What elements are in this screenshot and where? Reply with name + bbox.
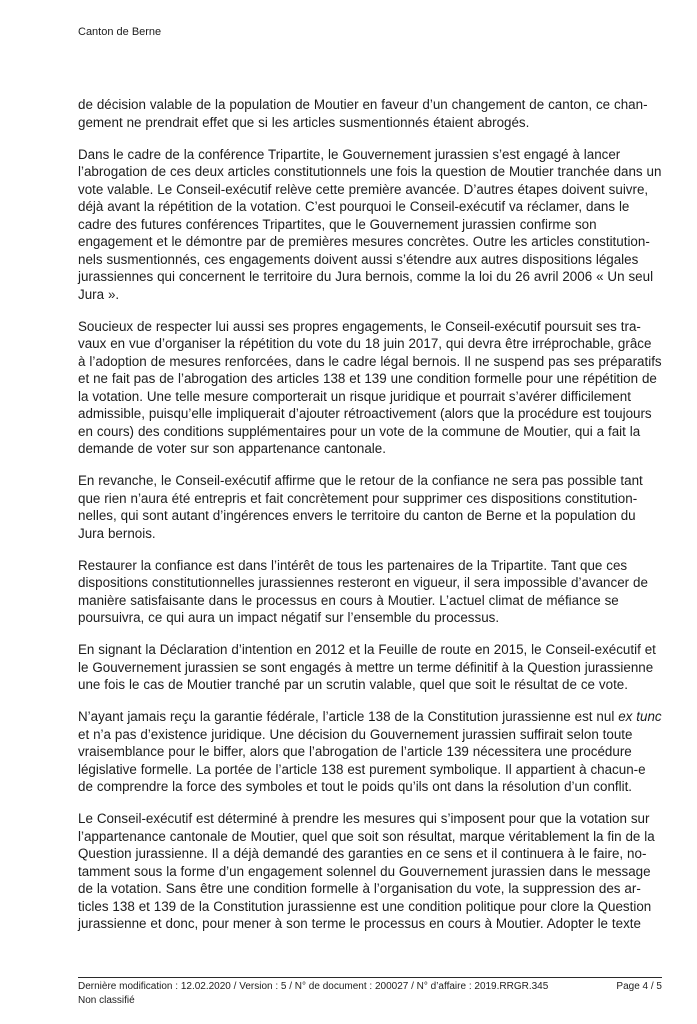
footer-metadata-block xyxy=(78,980,548,1007)
paragraph-7 xyxy=(78,708,662,796)
footer-divider xyxy=(78,977,662,978)
document-metadata: Dernière modification : 12.02.2020 / Version : 5 / N° de document : 200027 / N° d’affaire : 2019.RRGR.345 xyxy=(78,981,549,992)
paragraph-3: Soucieux de respecter lui aussi ses propres engagements, le Conseil-exécutif poursuit ses travaux en vue d’organiser la répétition du vote du 18 juin 2017, qui devra être irréprochable, grâce à l’adoption de mesures renforcées, dans le cadre légal bernois. Il ne suspend pas ses préparatifs et ne fait pas de l’abrogation des articles 138 et 139 une condition formelle pour une répétition de la votation. Une telle mesure comporterait un risque juridique et pourrait s’avérer difficilement admissible, puisqu’elle impliquerait d’ajouter rétroactivement (alors que la procédure est toujours en cours) des conditions supplémentaires pour un vote de la commune de Moutier, qui a fait la demande de voter sur son appartenance cantonale. xyxy=(78,318,662,456)
page-footer xyxy=(78,980,662,1007)
paragraph-4: En revanche, le Conseil-exécutif affirme que le retour de la confiance ne sera pas possible tant que rien n’aura été entrepris et fait concrètement pour supprimer ces dispositions constitutionnelles, qui sont autant d’ingérences envers le territoire du canton de Berne et la population du Jura bernois. xyxy=(78,473,643,541)
classification-label: Non classifié xyxy=(78,994,135,1006)
paragraph-1: de décision valable de la population de Moutier en faveur d’un changement de canton, ce changement ne prendrait effet que si les articles susmentionnés étaient abrogés. xyxy=(78,97,648,130)
paragraph-7-text: N’ayant jamais reçu la garantie fédérale, l’article 138 de la Constitution jurassienne est nul xyxy=(78,709,619,724)
paragraph-7-text-cont: et n’a pas d’existence juridique. Une décision du Gouvernement jurassien suffirait selon toute vraisemblance pour le biffer, alors que l’abrogation de l’article 139 nécessitera une procédure législative formelle. La portée de l’article 138 est purement symbolique. Il appartient à chacun-e de comprendre la force des symboles et tout le poids qu’ils ont dans la résolution d’un conflit. xyxy=(78,726,646,794)
latin-term-ex-tunc: ex tunc xyxy=(618,709,662,724)
canton-label: Canton de Berne xyxy=(78,26,162,38)
paragraph-5: Restaurer la confiance est dans l’intérêt de tous les partenaires de la Tripartite. Tant que ces dispositions constitutionnelles jurassiennes resteront en vigueur, il sera impossible d’avancer de manière satisfaisante dans le processus en cours à Moutier. L’actuel climat de méfiance se poursuivra, ce qui aura un impact négatif sur l’ensemble du processus. xyxy=(78,557,648,625)
page-header xyxy=(78,26,161,39)
page-number: Page 4 / 5 xyxy=(616,981,662,992)
document-body xyxy=(78,96,662,947)
paragraph-2: Dans le cadre de la conférence Tripartite, le Gouvernement jurassien s’est engagé à lancer l’abrogation de ces deux articles constitutionnels une fois la question de Moutier tranchée dans un vote valable. Le Conseil-exécutif relève cette première avancée. D’autres étapes doivent suivre, déjà avant la répétition de la votation. C’est pourquoi le Conseil-exécutif va réclamer, dans le cadre des futures conférences Tripartites, que le Gouvernement jurassien confirme son engagement et le démontre par de premières mesures concrètes. Outre les articles constitutionnels susmentionnés, ces engagements doivent aussi s’étendre aux autres dispositions légales jurassiennes qui concernent le territoire du Jura bernois, comme la loi du 26 avril 2006 « Un seul Jura ». xyxy=(78,146,662,302)
paragraph-8: Le Conseil-exécutif est déterminé à prendre les mesures qui s’imposent pour que la votation sur l’appartenance cantonale de Moutier, quel que soit son résultat, marque véritablement la fin de la Question jurassienne. Il a déjà demandé des garanties en ce sens et il continuera à le faire, notamment sous la forme d’un engagement solennel du Gouvernement jurassien dans le message de la votation. Sans être une condition formelle à l’organisation du vote, la suppression des articles 138 et 139 de la Constitution jurassienne est une condition politique pour clore la Question jurassienne et donc, pour mener à son terme le processus en cours à Moutier. Adopter le texte xyxy=(78,811,655,931)
paragraph-6: En signant la Déclaration d’intention en 2012 et la Feuille de route en 2015, le Conseil-exécutif et le Gouvernement jurassien se sont engagés à mettre un terme définitif à la Question jurassienne une fois le cas de Moutier tranché par un scrutin valable, quel que soit le résultat de ce vote. xyxy=(78,642,656,692)
